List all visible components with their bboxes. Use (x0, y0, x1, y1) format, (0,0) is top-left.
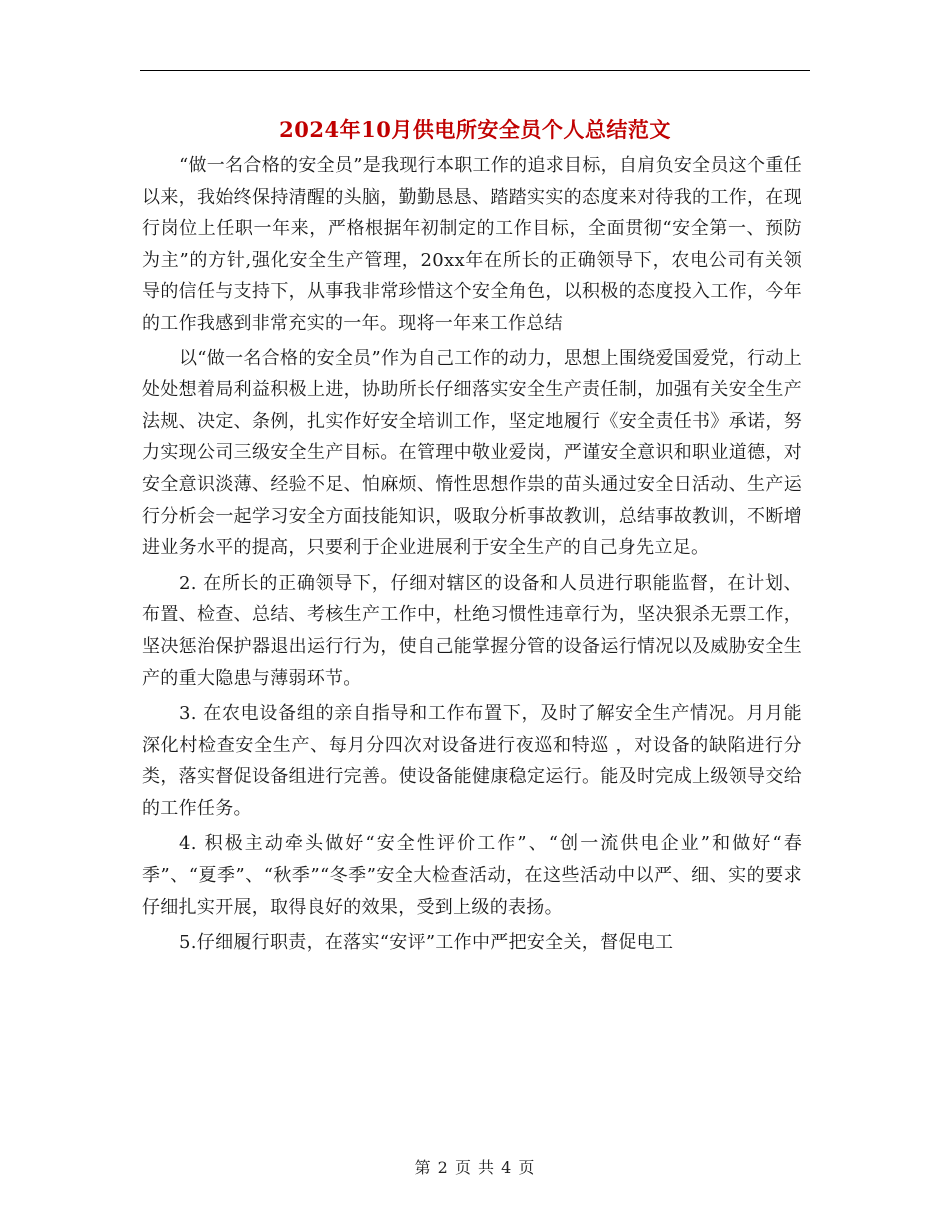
paragraph-4: 4. 积极主动牵头做好“安全性评价工作”、“创一流供电企业”和做好“春季”、“夏季”、“秋季”“冬季”安全大检查活动，在这些活动中以严、细、实的要求仔细扎实开展，取得良好的效果，受到上级的表扬。 (142, 833, 802, 918)
paragraph-1: 以“做一名合格的安全员”作为自己工作的动力，思想上围绕爱国爱党，行动上处处想着局利益积极上进，协助所长仔细落实安全生产责任制，加强有关安全生产法规、决定、条例，扎实作好安全培训工作，坚定地履行《安全责任书》承诺，努力实现公司三级安全生产目标。在管理中敬业爱岗，严谨安全意识和职业道德，对安全意识淡薄、经验不足、怕麻烦、惰性思想作祟的苗头通过安全日活动、生产运行分析会一起学习安全方面技能知识，吸取分析事故教训，总结事故教训，不断增进业务水平的提高，只要利于企业进展利于安全生产的自己身先立足。 (142, 347, 802, 559)
paragraph-2: 2. 在所长的正确领导下，仔细对辖区的设备和人员进行职能监督，在计划、布置、检查、总结、考核生产工作中，杜绝习惯性违章行为，坚决狠杀无票工作，坚决惩治保护器退出运行行为，使自己能掌握分管的设备运行情况以及威胁安全生产的重大隐患与薄弱环节。 (142, 572, 802, 689)
header-rule (140, 70, 810, 71)
paragraph-5: 5.仔细履行职责，在落实“安评”工作中严把安全关，督促电工 (179, 932, 674, 954)
paragraph-intro: “做一名合格的安全员”是我现行本职工作的追求目标，自肩负安全员这个重任以来，我始终保持清醒的头脑，勤勤恳恳、踏踏实实的态度来对待我的工作，在现行岗位上任职一年来，严格根据年初制定的工作目标，全面贯彻“安全第一、预防为主”的方针,强化安全生产管理，20xx年在所长的正确领导下，农电公司有关领导的信任与支持下，从事我非常珍惜这个安全角色，以积极的态度投入工作，今年的工作我感到非常充实的一年。现将一年来工作总结 (142, 155, 802, 334)
page-footer: 第 2 页 共 4 页 (414, 1158, 536, 1177)
document-title: 2024年10月供电所安全员个人总结范文 (279, 117, 671, 142)
paragraph-3: 3. 在农电设备组的亲自指导和工作布置下，及时了解安全生产情况。月月能深化村检查安全生产、每月分四次对设备进行夜巡和特巡 ，对设备的缺陷进行分类，落实督促设备组进行完善。使设备能健康稳定运行。能及时完成上级领导交给的工作任务。 (142, 703, 802, 819)
document-body (142, 150, 802, 959)
